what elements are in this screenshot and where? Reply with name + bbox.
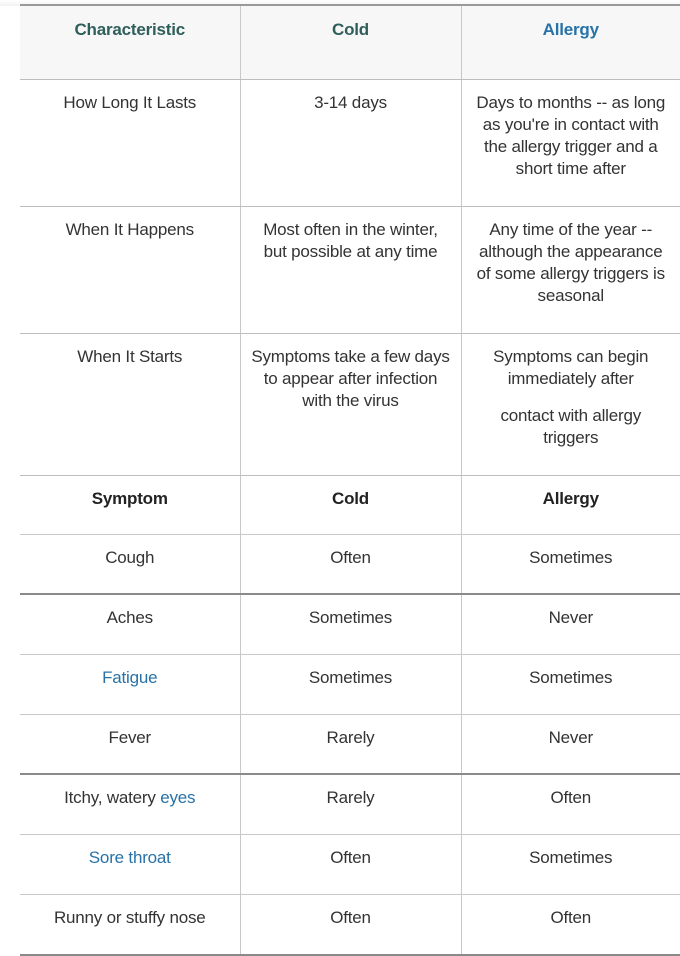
cold-cell: Most often in the winter, but possible at any time — [240, 207, 461, 334]
cold-cell: 3-14 days — [240, 80, 461, 207]
symptom-header-row — [20, 476, 680, 535]
allergy-cell: Never — [461, 594, 680, 655]
header-symptom: Symptom — [20, 476, 240, 535]
allergy-cell: Sometimes — [461, 655, 680, 715]
fatigue-link[interactable]: Fatigue — [102, 668, 158, 687]
symptom-cell: Aches — [20, 594, 240, 655]
allergy-cell: Never — [461, 715, 680, 775]
cold-cell: Rarely — [240, 715, 461, 775]
header-allergy: Allergy — [461, 5, 680, 80]
header-symptom-cold: Cold — [240, 476, 461, 535]
cold-vs-allergy-table — [20, 4, 680, 956]
allergy-cell: Often — [461, 774, 680, 835]
table-row — [20, 535, 680, 595]
symptom-cell: Fever — [20, 715, 240, 775]
allergy-cell: Sometimes — [461, 535, 680, 595]
symptom-cell — [20, 655, 240, 715]
cold-cell: Rarely — [240, 774, 461, 835]
table-row — [20, 594, 680, 655]
cold-cell: Symptoms take a few days to appear after infection with the virus — [240, 334, 461, 476]
table-row — [20, 207, 680, 334]
symptom-cell: Cough — [20, 535, 240, 595]
symptom-text: Itchy, watery — [64, 788, 161, 807]
table-row — [20, 895, 680, 956]
header-cold: Cold — [240, 5, 461, 80]
cold-cell: Often — [240, 835, 461, 895]
allergy-cell: Days to months -- as long as you're in contact with the allergy trigger and a short time after — [461, 80, 680, 207]
allergy-cell: Any time of the year -- although the appearance of some allergy triggers is seasonal — [461, 207, 680, 334]
allergy-cell — [461, 334, 680, 476]
allergy-cell-paragraph-2: contact with allergy triggers — [500, 406, 642, 447]
cold-cell: Sometimes — [240, 594, 461, 655]
cold-cell: Often — [240, 535, 461, 595]
sore-throat-link[interactable]: Sore throat — [88, 848, 171, 867]
symptom-cell — [20, 835, 240, 895]
allergy-cell-paragraph-1: Symptoms can begin immediately after — [493, 347, 649, 388]
cold-cell: Sometimes — [240, 655, 461, 715]
characteristic-cell: When It Happens — [20, 207, 240, 334]
cold-cell: Often — [240, 895, 461, 956]
characteristic-cell: When It Starts — [20, 334, 240, 476]
characteristic-cell: How Long It Lasts — [20, 80, 240, 207]
allergy-cell: Sometimes — [461, 835, 680, 895]
table-row — [20, 655, 680, 715]
allergy-cell: Often — [461, 895, 680, 956]
table-row — [20, 774, 680, 835]
header-symptom-allergy: Allergy — [461, 476, 680, 535]
table-row — [20, 715, 680, 775]
symptom-cell: Runny or stuffy nose — [20, 895, 240, 956]
header-characteristic: Characteristic — [20, 5, 240, 80]
table-row — [20, 80, 680, 207]
symptom-cell — [20, 774, 240, 835]
table-row — [20, 835, 680, 895]
table-row — [20, 334, 680, 476]
eyes-link[interactable]: eyes — [160, 788, 196, 807]
table-header-row — [20, 5, 680, 80]
